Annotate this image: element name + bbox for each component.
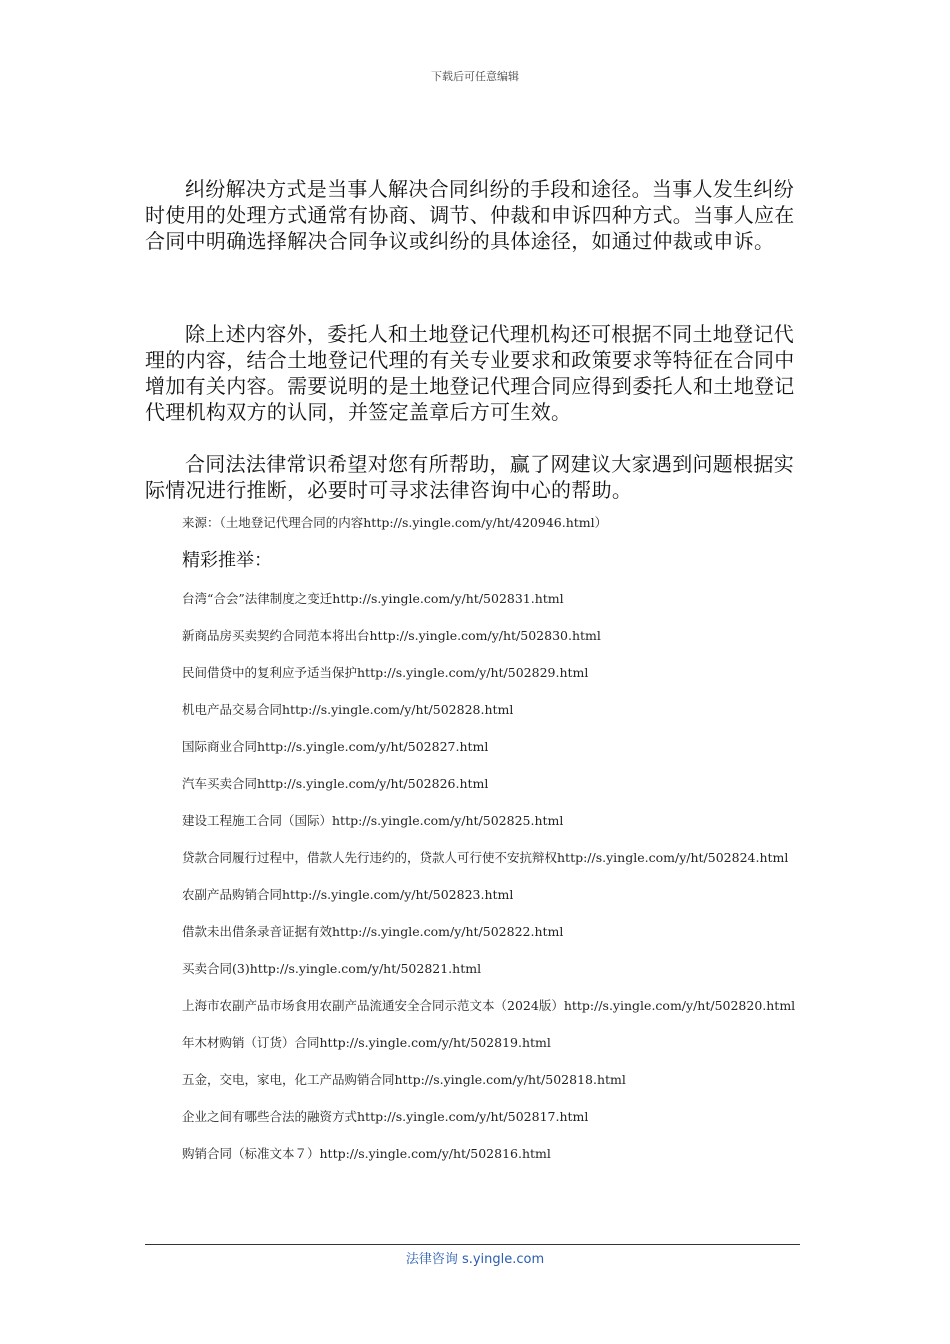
recommended-link[interactable]: 贷款合同履行过程中，借款人先行违约的，贷款人可行使不安抗辩权http://s.yingle.com/y/ht/502824.html <box>182 850 789 865</box>
recommended-link[interactable]: 民间借贷中的复利应予适当保护http://s.yingle.com/y/ht/502829.html <box>182 665 589 680</box>
recommended-link[interactable]: 建设工程施工合同（国际）http://s.yingle.com/y/ht/502825.html <box>182 813 564 828</box>
footer-divider <box>145 1244 800 1245</box>
paragraph-closing-note: 合同法法律常识希望对您有所帮助，赢了网建议大家遇到问题根据实际情况进行推断，必要时可寻求法律咨询中心的帮助。 <box>145 452 794 502</box>
paragraph-dispute-resolution: 纠纷解决方式是当事人解决合同纠纷的手段和途径。当事人发生纠纷时使用的处理方式通常有协商、调节、仲裁和申诉四种方式。当事人应在合同中明确选择解决合同争议或纠纷的具体途径，如通过仲裁或申诉。 <box>145 177 795 253</box>
recommended-link[interactable]: 农副产品购销合同http://s.yingle.com/y/ht/502823.html <box>182 887 514 902</box>
recommended-link[interactable]: 五金，交电，家电，化工产品购销合同http://s.yingle.com/y/ht/502818.html <box>182 1072 626 1087</box>
recommended-links-list <box>145 586 805 1178</box>
paragraph-additional-content: 除上述内容外，委托人和土地登记代理机构还可根据不同土地登记代理的内容，结合土地登记代理的有关专业要求和政策要求等特征在合同中增加有关内容。需要说明的是土地登记代理合同应得到委托人和土地登记代理机构双方的认同，并签定盖章后方可生效。 <box>145 322 795 424</box>
recommend-heading: 精彩推举： <box>182 550 272 571</box>
footer-link[interactable]: 法律咨询 s.yingle.com <box>405 1252 545 1267</box>
recommended-link[interactable]: 借款未出借条录音证据有效http://s.yingle.com/y/ht/502822.html <box>182 924 564 939</box>
recommended-link[interactable]: 新商品房买卖契约合同范本将出台http://s.yingle.com/y/ht/502830.html <box>182 628 601 643</box>
source-citation[interactable]: 来源：（土地登记代理合同的内容http://s.yingle.com/y/ht/420946.html） <box>182 515 608 530</box>
recommended-link[interactable]: 台湾“合会”法律制度之变迁http://s.yingle.com/y/ht/502831.html <box>182 591 564 606</box>
recommended-link[interactable]: 汽车买卖合同http://s.yingle.com/y/ht/502826.html <box>182 776 489 791</box>
recommended-link[interactable]: 上海市农副产品市场食用农副产品流通安全合同示范文本（2024版）http://s.yingle.com/y/ht/502820.html <box>182 998 796 1013</box>
recommended-link[interactable]: 购销合同（标准文本７）http://s.yingle.com/y/ht/502816.html <box>182 1146 551 1161</box>
recommended-link[interactable]: 企业之间有哪些合法的融资方式http://s.yingle.com/y/ht/502817.html <box>182 1109 589 1124</box>
recommended-link[interactable]: 年木材购销（订货）合同http://s.yingle.com/y/ht/502819.html <box>182 1035 551 1050</box>
recommended-link[interactable]: 买卖合同(3)http://s.yingle.com/y/ht/502821.html <box>182 961 482 976</box>
recommended-link[interactable]: 国际商业合同http://s.yingle.com/y/ht/502827.html <box>182 739 489 754</box>
recommended-link[interactable]: 机电产品交易合同http://s.yingle.com/y/ht/502828.html <box>182 702 514 717</box>
page-header: 下载后可任意编辑 <box>431 70 519 83</box>
